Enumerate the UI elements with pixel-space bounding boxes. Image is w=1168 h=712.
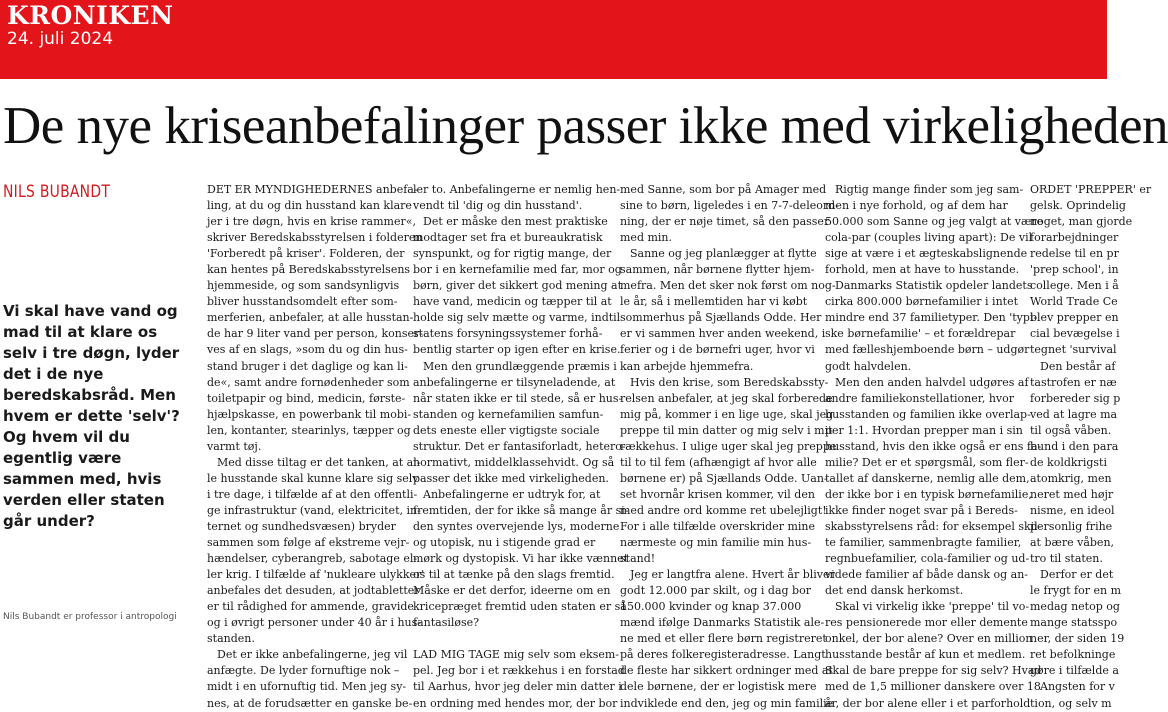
body-line: relsen anbefaler, at jeg skal forberede [620, 391, 833, 405]
body-line: Med disse tiltag er det tanken, at al- [217, 455, 421, 469]
body-line: anbefales det desuden, at jodtabletter [207, 584, 420, 598]
body-line: de«, samt andre fornødenheder som [207, 375, 410, 389]
body-line: til to til fem (afhængigt af hvor alle [620, 455, 817, 469]
body-line: i tre dage, i tilfælde af at den offentli- [207, 487, 418, 501]
body-line: Den består af [1040, 359, 1116, 373]
body-line: mange statsspo [1030, 616, 1118, 630]
body-column-5 [1030, 182, 1152, 712]
body-line: cola-par (couples living apart): De vil [825, 231, 1033, 245]
body-line: personlig frihe [1030, 519, 1113, 533]
body-line: 'Forberedt på kriser'. Folderen, der [207, 247, 405, 261]
body-line: Det er ikke anbefalingerne, jeg vil [217, 648, 408, 662]
body-line: og utopisk, nu i stigende grad er [413, 536, 596, 550]
body-line: til også våben. [1030, 423, 1112, 437]
body-line: sine to børn, ligeledes i en 7-7-deleord- [620, 199, 839, 213]
body-line: merferien, anbefaler, at alle husstan- [207, 311, 414, 325]
body-line: med min. [620, 231, 673, 245]
body-line: mefra. Men det sker nok først om nog- [620, 279, 836, 293]
body-line: set hvornår krisen kommer, vil den [620, 487, 815, 501]
body-line: forbereder sig p [1030, 391, 1121, 405]
body-line: når staten ikke er til stede, så er hus- [413, 391, 623, 405]
body-line: statens forsyningssystemer forhå- [413, 327, 603, 341]
body-line: husstand, hvis den ikke også er ens fa- [825, 439, 1042, 453]
body-line: ikke finder noget svar på i Bereds- [825, 503, 1018, 517]
body-line: til Aarhus, hvor jeg deler min datter i [413, 680, 622, 694]
body-line: dets eneste eller vigtigste sociale [413, 423, 600, 437]
body-line: er til rådighed for ammende, gravide [207, 600, 414, 614]
body-line: 150.000 kvinder og knap 37.000 [620, 600, 802, 614]
body-line: børn, giver det sikkert god mening at [413, 279, 623, 293]
body-line: nes, at de forudsætter en ganske be- [207, 696, 413, 710]
body-line: Hvis den krise, som Beredskabssty- [630, 375, 829, 389]
body-line: det end dansk herkomst. [825, 584, 964, 598]
body-line: te familier, sammenbragte familier, [825, 536, 1022, 550]
body-line: sommerhus på Sjællands Odde. Her [620, 311, 822, 325]
body-line: 50.000 som Sanne og jeg valgt at være [825, 215, 1044, 229]
body-line: på deres folkeregisteradresse. Langt [620, 648, 826, 662]
body-line: godt 12.000 par skilt, og i dag bor [620, 584, 811, 598]
body-line: pel. Jeg bor i et rækkehus i en forstad [413, 664, 625, 678]
body-line: tro til staten. [1030, 552, 1103, 566]
body-line: 'prep school', in [1030, 263, 1119, 277]
body-line: ferier og i de børnefri uger, hvor vi [620, 343, 815, 357]
body-line: mig på, kommer i en lige uge, skal jeg [620, 407, 834, 421]
body-line: mindre end 37 familietyper. Den 'typi- [825, 311, 1038, 325]
body-line: ves af en slags, »som du og din hus- [207, 343, 408, 357]
body-line: tallet af danskerne, nemlig alle dem, [825, 471, 1030, 485]
body-line: ne med et eller flere børn registreret [620, 632, 827, 646]
body-line: Skal de bare preppe for sig selv? Hvad [825, 664, 1042, 678]
body-line: milie? Det er et spørgsmål, som fler- [825, 455, 1029, 469]
body-line: tastrofen er næ [1030, 375, 1117, 389]
body-line: kan arbejde hjemmefra. [620, 359, 754, 373]
body-line: skabsstyrelsens råd: for eksempel skil- [825, 519, 1042, 533]
body-line: synspunkt, og for rigtig mange, der [413, 247, 612, 261]
body-line: jer i tre døgn, hvis en krise rammer«, [207, 215, 416, 229]
body-line: Det er måske den mest praktiske [423, 215, 608, 229]
body-line: børnene er) på Sjællands Odde. Uan- [620, 471, 828, 485]
body-line: ORDET 'PREPPER' er [1030, 183, 1152, 196]
body-line: bor i en kernefamilie med far, mor og [413, 263, 622, 277]
body-line: fantasiløse? [413, 616, 480, 630]
body-line: neret med højr [1030, 487, 1114, 501]
body-line: skriver Beredskabsstyrelsen i folderen [207, 231, 423, 245]
body-line: husstande består af kun et medlem. [825, 648, 1026, 662]
body-line: år, der bor alene eller i et parforhold [825, 696, 1031, 710]
body-line: len, kontanter, stearinlys, tæpper og [207, 423, 411, 437]
body-line: Angsten for v [1040, 680, 1115, 694]
body-line: ler to. Anbefalingerne er nemlig hen- [413, 183, 621, 196]
body-line: ternet og sundhedsvæsen) bryder [207, 519, 396, 533]
body-line: Måske er det derfor, ideerne om en [413, 584, 611, 598]
body-line: bliver husstandsomdelt efter som- [207, 295, 398, 309]
body-line: stand bruger i det daglige og kan li- [207, 359, 408, 373]
body-line: redelse til en pr [1030, 247, 1119, 261]
body-line: forhold, men at have to husstande. [825, 263, 1020, 277]
body-line: med de 1,5 millioner danskere over 18 [825, 680, 1041, 694]
body-line: ling, at du og din husstand kan klare [207, 199, 412, 213]
body-line: toiletpapir og bind, medicin, første- [207, 391, 406, 405]
body-line: dele børnene, der er logistisk mere [620, 680, 817, 694]
body-line: modtager set fra et bureaukratisk [413, 231, 603, 245]
body-line: nærmeste og min familie min hus- [620, 536, 812, 550]
body-column-3 [620, 182, 839, 712]
body-line: en ordning med hendes mor, der bor [413, 696, 618, 710]
body-line: per 1:1. Hvordan prepper man i sin [825, 423, 1023, 437]
body-line: Men den anden halvdel udgøres af [835, 375, 1029, 389]
body-column-1 [207, 182, 425, 712]
body-line: mænd ifølge Danmarks Statistik ale- [620, 616, 825, 630]
body-line: der ikke bor i en typisk børnefamilie, [825, 487, 1032, 501]
body-line: ning, der er nøje timet, så den passer [620, 215, 830, 229]
body-line: Sanne og jeg planlægger at flytte [630, 247, 817, 261]
body-line: LAD MIG TAGE mig selv som eksem- [413, 648, 619, 662]
body-line: college. Men i å [1030, 279, 1119, 293]
body-line: ret befolkninge [1030, 648, 1116, 662]
body-line: Danmarks Statistik opdeler landets [835, 279, 1033, 293]
body-line: cial bevægelse i [1030, 327, 1120, 341]
body-line: Men den grundlæggende præmis i [423, 359, 617, 373]
body-line: bentlig starter op igen efter en krise. [413, 343, 621, 357]
body-line: og i øvrigt personer under 40 år i hus- [207, 616, 422, 630]
author-caption: Nils Bubandt er professor i antropologi [3, 612, 177, 622]
body-line: onkel, der bor alene? Over en million [825, 632, 1033, 646]
body-line: varmt tøj. [207, 439, 262, 453]
body-line: os til at tænke på den slags fremtid. [413, 568, 615, 582]
body-line: andre familiekonstellationer, hvor [825, 391, 1014, 405]
body-line: le frygt for en m [1030, 584, 1121, 598]
body-line: bund i den para [1030, 439, 1119, 453]
body-line: ge infrastruktur (vand, elektricitet, in- [207, 503, 421, 517]
body-line: mørk og dystopisk. Vi har ikke vænnet [413, 552, 629, 566]
body-line: sammen som følge af ekstreme vejr- [207, 536, 410, 550]
body-line: indviklede end den, jeg og min familie [620, 696, 834, 710]
body-line: nisme, en ideol [1030, 503, 1115, 517]
body-line: le husstande skal kunne klare sig selv [207, 471, 419, 485]
body-line: DET ER MYNDIGHEDERNES anbefa- [207, 183, 418, 196]
body-line: forarbejdninger [1030, 231, 1119, 245]
body-column-2 [413, 182, 629, 712]
body-line: Jeg er langtfra alene. Hvert år bliver [630, 568, 835, 582]
body-line: hjælpskasse, en powerbank til mobi- [207, 407, 412, 421]
section-label: KRONIKEN [7, 1, 174, 30]
body-line: sammen, når børnene flytter hjem- [620, 263, 815, 277]
body-line: ske børnefamilie' – et forældrepar [825, 327, 1016, 341]
body-line: kriсepræget fremtid uden staten er så [413, 600, 627, 614]
body-line: World Trade Ce [1030, 295, 1118, 309]
body-line: husstanden og familien ikke overlap- [825, 407, 1031, 421]
body-line: Skal vi virkelig ikke 'preppe' til vo- [835, 600, 1030, 614]
body-line: hjemmeside, og som sandsynligvis [207, 279, 400, 293]
body-line: de fleste har sikkert ordninger med at [620, 664, 833, 678]
body-line: tegnet 'survival [1030, 343, 1117, 357]
body-line: standen og kernefamilien samfun- [413, 407, 604, 421]
body-line: er vi sammen hver anden weekend, i [620, 327, 826, 341]
body-line: stand! [620, 552, 656, 566]
body-line: kan hentes på Beredskabsstyrelsens [207, 263, 411, 277]
body-line: le år, så i mellemtiden har vi købt [620, 295, 808, 309]
body-line [413, 631, 611, 647]
body-line: med Sanne, som bor på Amager med [620, 183, 827, 196]
body-line: de koldkrigsti [1030, 455, 1107, 469]
body-line: normativt, middelklassehvidt. Og så [413, 455, 615, 469]
body-line: regnbuefamilier, cola-familier og ud- [825, 552, 1030, 566]
body-line: men i nye forhold, og af dem har [825, 199, 1008, 213]
body-line: ved at lagre ma [1030, 407, 1118, 421]
body-line: Rigtig mange finder som jeg sam- [835, 183, 1024, 196]
body-line: have vand, medicin og tæpper til at [413, 295, 612, 309]
body-line: ner, der siden 19 [1030, 632, 1125, 646]
body-line: tion, og selv m [1030, 696, 1112, 710]
body-line: gelsk. Oprindelig [1030, 199, 1126, 213]
body-line: Anbefalingerne er udtryk for, at [423, 487, 601, 501]
body-line: at bære våben, [1030, 536, 1115, 550]
body-line: For i alle tilfælde overskrider mine [620, 519, 815, 533]
section-banner [0, 0, 1107, 79]
body-line: videde familier af både dansk og an- [825, 568, 1028, 582]
body-line: medag netop og [1030, 600, 1120, 614]
author-byline: NILS BUBANDT [3, 182, 111, 202]
body-line: den syntes overvejende lys, moderne [413, 519, 620, 533]
body-line: gøre i tilfælde a [1030, 664, 1119, 678]
body-line: de har 9 liter vand per person, konser- [207, 327, 424, 341]
body-line: midt i en ufornuftig tid. Men jeg sy- [207, 680, 407, 694]
body-line: blev prepper en [1030, 311, 1119, 325]
body-line: med andre ord komme ret ubelejligt! [620, 503, 827, 517]
body-column-4 [825, 182, 1044, 712]
body-line: standen. [207, 632, 255, 646]
body-line: Derfor er det [1040, 568, 1114, 582]
article-headline: De nye kriseanbefalinger passer ikke med virkeligheden [3, 97, 1168, 155]
body-line: struktur. Det er fantasiforladt, hetero- [413, 439, 626, 453]
body-line: godt halvdelen. [825, 359, 912, 373]
publish-date: 24. juli 2024 [7, 29, 114, 49]
body-line: preppe til min datter og mig selv i mit [620, 423, 833, 437]
body-line: noget, man gjorde [1030, 215, 1133, 229]
body-line: passer det ikke med virkeligheden. [413, 471, 609, 485]
body-line: anfægte. De lyder fornuftige nok – [207, 664, 400, 678]
body-line: vendt til 'dig og din husstand'. [413, 199, 583, 213]
body-line: sige at være i et ægteskabslignende [825, 247, 1028, 261]
body-line: atomkrig, men [1030, 471, 1112, 485]
body-line: holde sig selv mætte og varme, indtil [413, 311, 621, 325]
body-line: cirka 800.000 børnefamilier i intet [825, 295, 1019, 309]
body-line: res pensionerede mor eller demente [825, 616, 1028, 630]
article-lede: Vi skal have vand og mad til at klare os selv i tre døgn, lyder det i de nye beredskabsråd. Men hvem er dette 'selv'? Og hvem vil du egentlig være sammen med, hvis verden eller staten går under? [3, 302, 180, 530]
body-line: ler krig. I tilfælde af 'nukleare ulykker' [207, 568, 425, 582]
body-line: hændelser, cyberangreb, sabotage el- [207, 552, 418, 566]
body-line: med fælleshjemboende børn – udgør [825, 343, 1030, 357]
body-line: fremtiden, der for ikke så mange år si- [413, 503, 629, 517]
body-line: rækkehus. I ulige uger skal jeg preppe [620, 439, 837, 453]
body-line: anbefalingerne er tilsyneladende, at [413, 375, 616, 389]
